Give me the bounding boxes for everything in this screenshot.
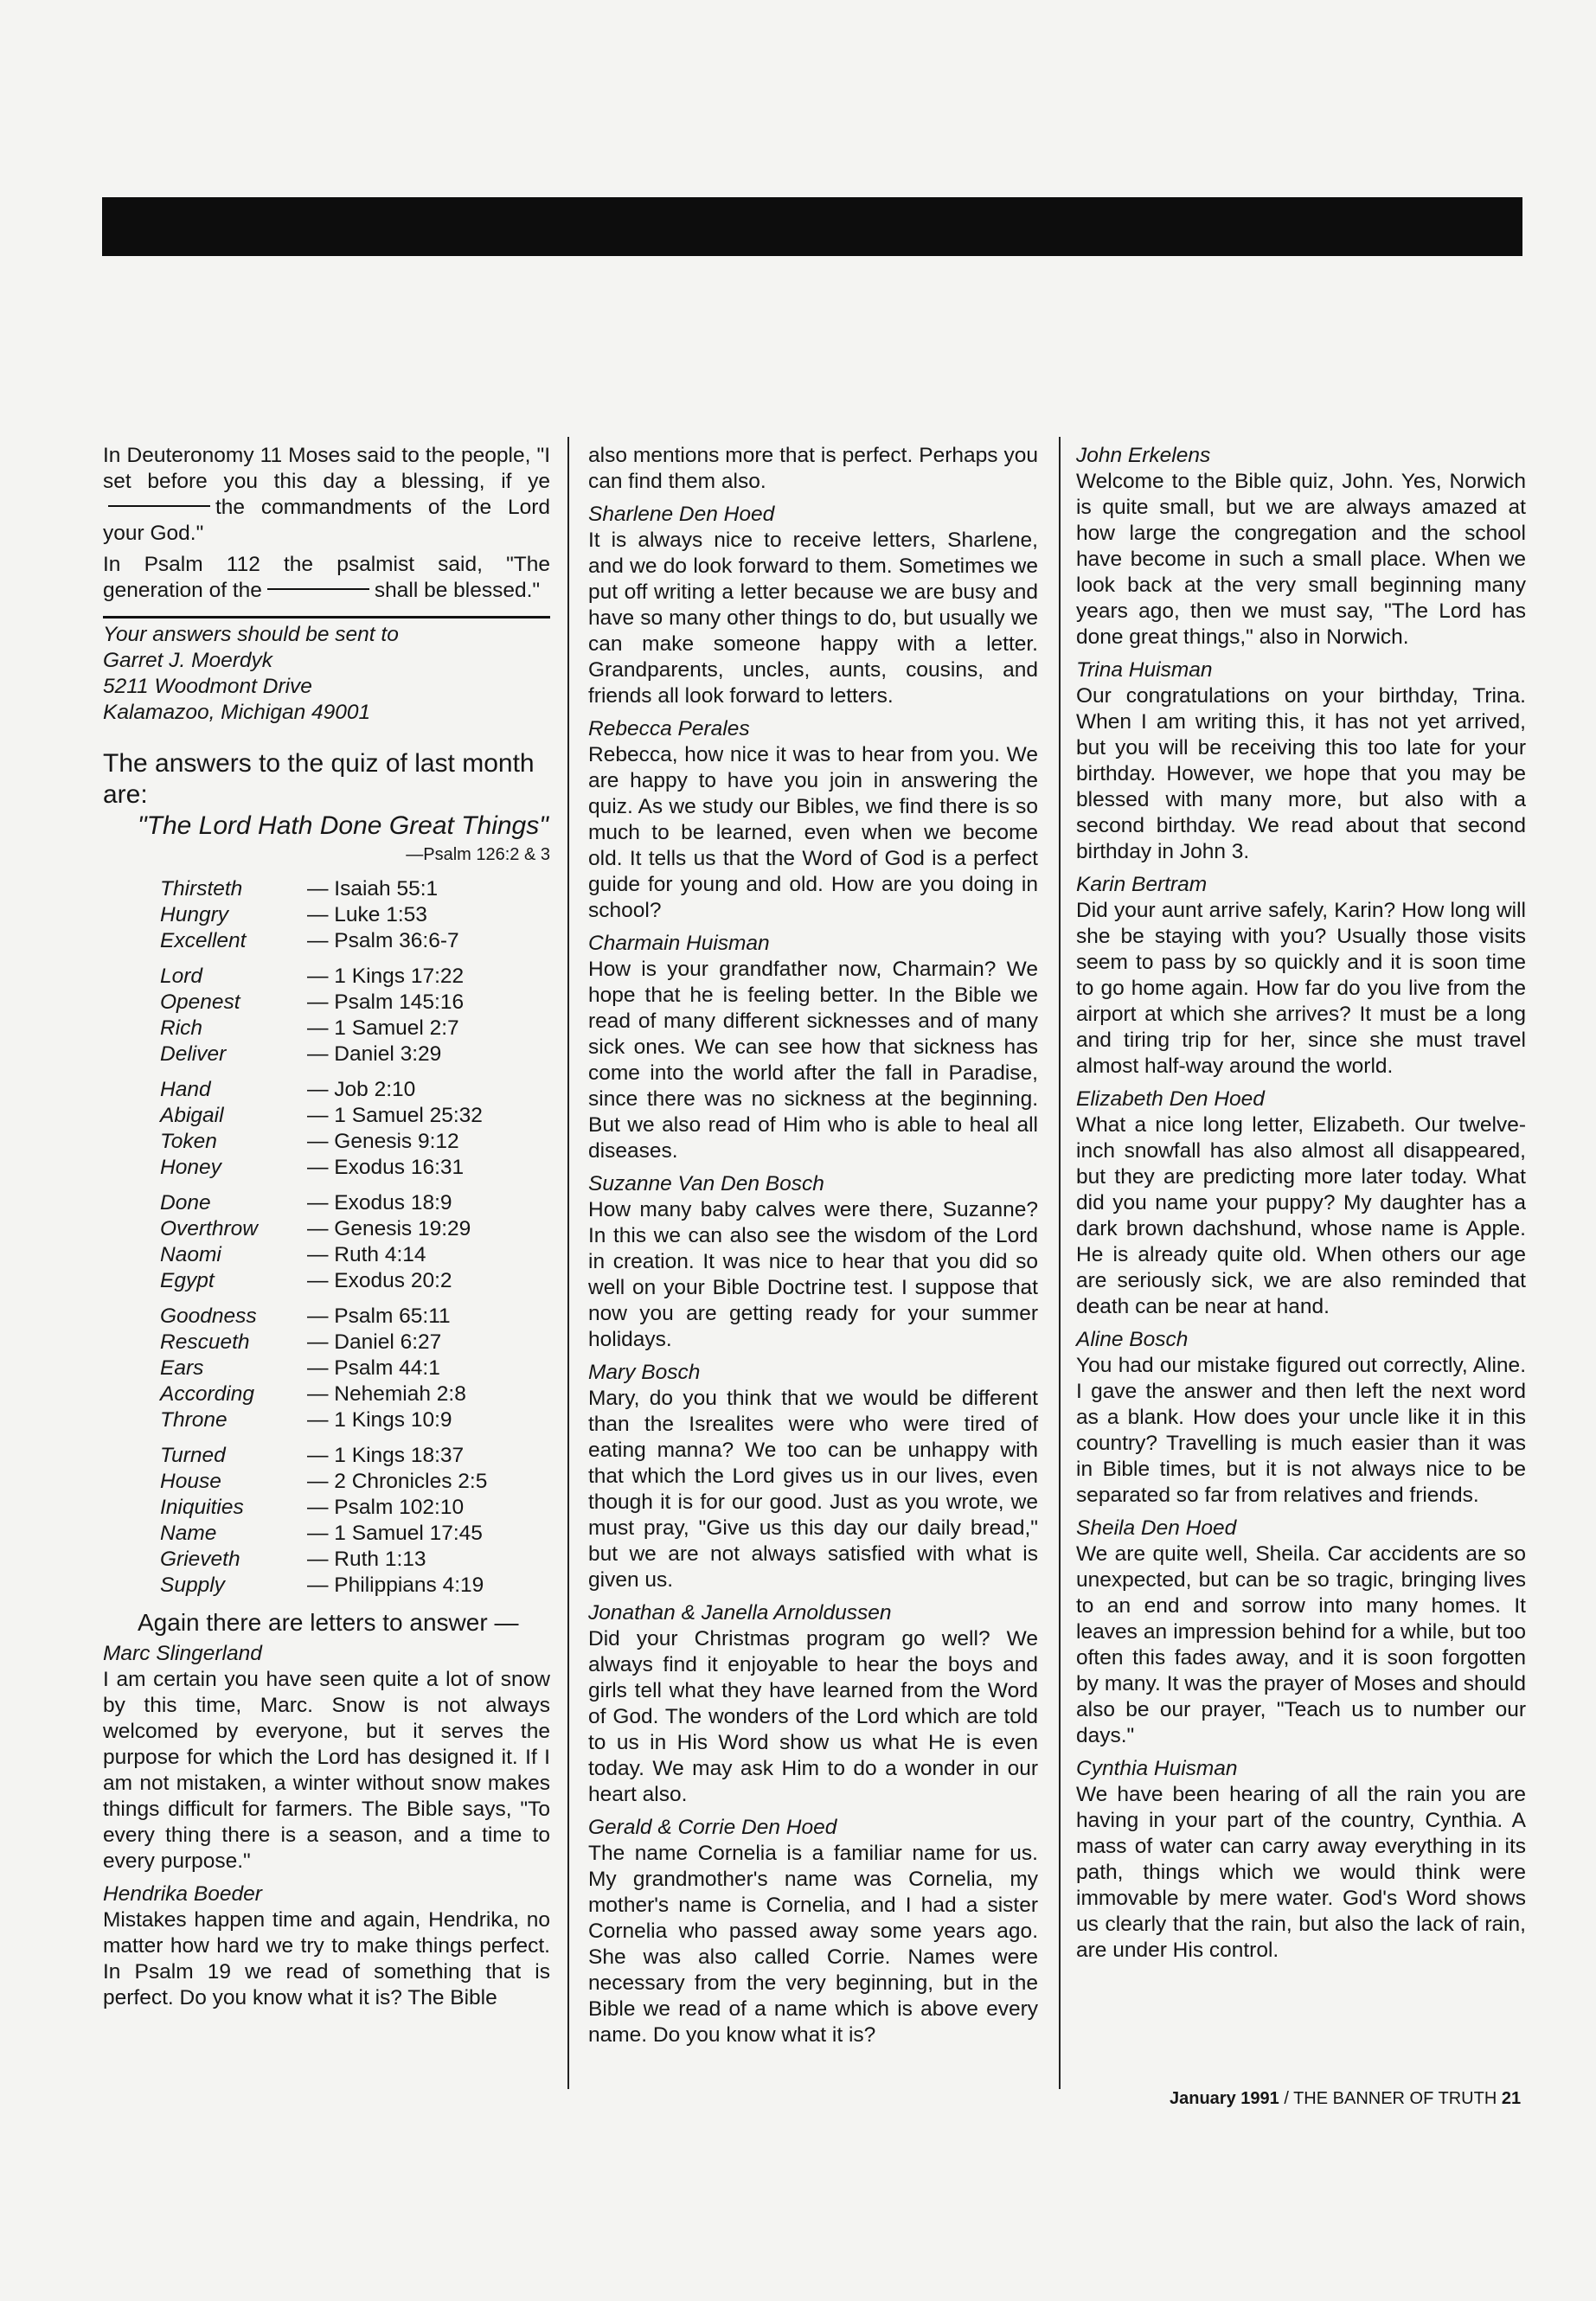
letter-reply-text: How is your grandfather now, Charmain? We hope that he is feeling better. In the Bible we read of many different sicknesses and of many sick ones. We can see how that sickness has come into the world after the fall in Paradise, since there was no sickness at the beginning. But we also read of Him who is able to heal all diseases. — [588, 958, 1038, 1163]
answer-word: Thirsteth — [160, 877, 243, 901]
header-black-bar — [102, 197, 1522, 256]
letter-reply — [1076, 443, 1526, 651]
answer-reference: — Exodus 18:9 — [307, 1191, 452, 1215]
letter-reply — [1076, 872, 1526, 1080]
answer-word: Overthrow — [160, 1217, 259, 1240]
column-1 — [103, 443, 550, 2018]
letter-reply-text: Our congratulations on your birthday, Trina. When I am writing this, it has not yet arrived, but you will be receiving this too late for your birthday. However, we hope that you may be blessed with many more, but also with a second birthday. We read about that second birthday in John 3. — [1076, 684, 1526, 863]
answer-reference: — Nehemiah 2:8 — [307, 1382, 466, 1406]
answer-row — [160, 928, 550, 954]
quiz-reference: —Psalm 126:2 & 3 — [406, 845, 550, 864]
answer-row — [160, 1443, 550, 1469]
answer-reference: — Psalm 65:11 — [307, 1304, 451, 1328]
letter-writer-name: Jonathan & Janella Arnoldussen — [588, 1601, 892, 1625]
answer-row — [160, 1495, 550, 1521]
letters-list — [1076, 443, 1526, 1964]
answer-word: Ears — [160, 1356, 204, 1380]
intro-paragraph-2: In Psalm 112 the psalmist said, "The generation of the shall be blessed." — [103, 553, 550, 602]
letter-writer-name: Gerald & Corrie Den Hoed — [588, 1816, 837, 1839]
answer-row — [160, 1573, 550, 1599]
answer-reference: — Philippians 4:19 — [307, 1574, 484, 1597]
answer-word: Openest — [160, 990, 240, 1014]
letter-writer-name: Sheila Den Hoed — [1076, 1516, 1237, 1540]
answer-word: Naomi — [160, 1243, 221, 1266]
letter-writer-name: Charmain Huisman — [588, 932, 770, 955]
answer-word: Deliver — [160, 1042, 227, 1066]
answer-reference: — 1 Samuel 25:32 — [307, 1104, 483, 1127]
letter-writer-name: Suzanne Van Den Bosch — [588, 1172, 824, 1195]
letter-reply — [588, 1360, 1038, 1593]
answer-row — [160, 1242, 550, 1268]
answer-reference: — 1 Kings 18:37 — [307, 1444, 465, 1467]
answer-word: Turned — [160, 1444, 226, 1467]
answer-row — [160, 1077, 550, 1103]
answer-reference: — 1 Samuel 17:45 — [307, 1522, 483, 1545]
answer-word: Rich — [160, 1016, 203, 1040]
answer-row — [160, 1469, 550, 1495]
answer-word: Goodness — [160, 1304, 257, 1328]
answer-row — [160, 1190, 550, 1216]
column-3 — [1076, 443, 1526, 1971]
letter-reply-text: We have been hearing of all the rain you are having in your part of the country, Cynthia. A mass of water can carry away everything in its path, things which we would think were immovable by mere water. God's Word shows us clearly that the rain, but also the lack of rain, are under His control. — [1076, 1783, 1526, 1962]
answer-row — [160, 1407, 550, 1433]
answer-reference: — Ruth 4:14 — [307, 1243, 426, 1266]
quiz-heading: The answers to the quiz of last month are: — [103, 749, 535, 809]
footer-date: January 1991 — [1170, 2089, 1279, 2108]
letter-writer-name: Cynthia Huisman — [1076, 1757, 1238, 1780]
letter-reply — [588, 931, 1038, 1164]
letter-reply — [1076, 1516, 1526, 1749]
letter-writer-name: Elizabeth Den Hoed — [1076, 1087, 1265, 1111]
letter-writer-name: Mary Bosch — [588, 1361, 701, 1384]
letter-reply-text: Mistakes happen time and again, Hendrika, no matter how hard we try to make things perfect. In Psalm 19 we read of something that is perfect. Do you know what it is? The Bible — [103, 1908, 550, 2009]
answer-word: Hand — [160, 1078, 211, 1101]
answer-word: Iniquities — [160, 1496, 244, 1519]
letters-heading: Again there are letters to answer — — [138, 1609, 519, 1636]
answer-reference: — 1 Kings 10:9 — [307, 1408, 452, 1432]
page-footer — [1170, 2087, 1521, 2110]
footer-page-number: 21 — [1501, 2089, 1522, 2108]
column-divider — [1059, 437, 1061, 2089]
answer-reference: — Daniel 3:29 — [307, 1042, 442, 1066]
answer-reference: — Genesis 9:12 — [307, 1130, 459, 1153]
letters-list — [103, 1641, 550, 2011]
answer-word: According — [160, 1382, 254, 1406]
answer-word: Egypt — [160, 1269, 215, 1292]
answer-reference: — 2 Chronicles 2:5 — [307, 1470, 488, 1493]
divider — [103, 616, 550, 619]
answer-row — [160, 1381, 550, 1407]
answer-row — [160, 1155, 550, 1181]
answer-row — [160, 1268, 550, 1294]
answer-group — [160, 876, 550, 954]
letters-list — [588, 502, 1038, 2048]
answer-group — [160, 1443, 550, 1599]
continued-text: also mentions more that is perfect. Perhaps you can find them also. — [588, 444, 1038, 493]
letter-reply — [588, 1600, 1038, 1808]
answer-reference: — Isaiah 55:1 — [307, 877, 439, 901]
letter-writer-name: Sharlene Den Hoed — [588, 503, 775, 526]
letter-reply-text: I am certain you have seen quite a lot of snow by this time, Marc. Snow is not always welcomed by everyone, but it serves the purpose for which the Lord has designed it. If I am not mistaken, a winter without snow makes things difficult for farmers. The Bible says, "To every thing there is a season, and a time to every purpose." — [103, 1668, 550, 1873]
answer-word: Honey — [160, 1156, 221, 1179]
letter-reply-text: Mary, do you think that we would be different than the Isrealites were who were tired of eating manna? We too can be unhappy with that which the Lord gives us in our lives, even though it is for our good. Just as you wrote, we must pray, "Give us this day our daily bread," but we are not always satisfied with what is given us. — [588, 1387, 1038, 1592]
answer-word: Name — [160, 1522, 217, 1545]
answer-word: Grieveth — [160, 1548, 240, 1571]
letter-reply-text: It is always nice to receive letters, Sharlene, and we do look forward to them. Sometimes we put off writing a letter because we are busy and have so many other things to do, but usually we can make someone happy with a letter. Grandparents, uncles, aunts, cousins, and friends all look forward to letters. — [588, 529, 1038, 708]
letter-writer-name: Hendrika Boeder — [103, 1882, 262, 1906]
letter-reply — [1076, 1327, 1526, 1509]
letter-reply-text: What a nice long letter, Elizabeth. Our twelve-inch snowfall has also almost all disappeared, but they are predicting more later today. What did you name your puppy? My daughter has a dark brown dachshund, whose name is Apple. He is already quite old. When others our age are seriously sick, we are also reminded that death can be near at hand. — [1076, 1113, 1526, 1318]
answer-word: Abigail — [160, 1104, 224, 1127]
column-divider — [567, 437, 569, 2089]
letter-reply — [588, 716, 1038, 924]
answer-blank — [108, 505, 210, 507]
answer-reference: — Ruth 1:13 — [307, 1548, 426, 1571]
answer-reference: — Exodus 16:31 — [307, 1156, 465, 1179]
answer-word: Supply — [160, 1574, 225, 1597]
answer-row — [160, 1103, 550, 1129]
answer-word: Token — [160, 1130, 217, 1153]
answer-row — [160, 1129, 550, 1155]
letter-reply-text: The name Cornelia is a familiar name for us. My grandmother's name was Cornelia, my mother's name is Cornelia, and I had a sister Cornelia who passed away some years ago. She was also called Corrie. Names were necessary from the very beginning, but in the Bible we read of a name which is above every name. Do you know what it is? — [588, 1842, 1038, 2047]
answer-row — [160, 990, 550, 1016]
answer-word: Throne — [160, 1408, 228, 1432]
intro-paragraph-1: In Deuteronomy 11 Moses said to the people, "I set before you this day a blessing, if yethe commandments of the Lord your God." — [103, 444, 550, 545]
answer-reference: — Psalm 36:6-7 — [307, 929, 459, 952]
quiz-answers — [160, 876, 550, 1599]
letter-writer-name: Karin Bertram — [1076, 873, 1208, 896]
letter-writer-name: Trina Huisman — [1076, 658, 1213, 682]
letter-reply-text: Welcome to the Bible quiz, John. Yes, Norwich is quite small, but we are always amazed at how large the congregation and the school have become in such a small place. When we look back at the very small beginning many years ago, then we must say, "The Lord has done great things," also in Norwich. — [1076, 470, 1526, 649]
answer-reference: — Psalm 44:1 — [307, 1356, 440, 1380]
answer-word: Rescueth — [160, 1330, 250, 1354]
answer-group — [160, 1190, 550, 1294]
letter-writer-name: Aline Bosch — [1076, 1328, 1189, 1351]
letter-reply-text: You had our mistake figured out correctly, Aline. I gave the answer and then left the next word as a blank. How does your uncle like it in this country? Travelling is much easier than it was in Bible times, but it is not always nice to be separated so far from relatives and friends. — [1076, 1354, 1526, 1507]
letter-reply-text: Rebecca, how nice it was to hear from you. We are happy to have you join in answering the quiz. As we study our Bibles, we find there is so much to be learned, even when we become old. It tells us that the Word of God is a perfect guide for young and old. How are you doing in school? — [588, 743, 1038, 922]
answer-row — [160, 902, 550, 928]
answer-row — [160, 1521, 550, 1547]
answer-group — [160, 964, 550, 1067]
letter-reply-text: Did your aunt arrive safely, Karin? How long will she be staying with you? Usually those visits seem to pass by so quickly and it is soon time to go home again. How far do you live from the airport at which she arrives? It must be a long and tiring trip for her, since she must travel almost half-way around the world. — [1076, 899, 1526, 1078]
answer-row — [160, 964, 550, 990]
answer-reference: — Psalm 145:16 — [307, 990, 465, 1014]
answer-reference: — Daniel 6:27 — [307, 1330, 442, 1354]
answer-row — [160, 1016, 550, 1042]
mailing-address: Your answers should be sent to Garret J. Moerdyk 5211 Woodmont Drive Kalamazoo, Michigan 49001 — [103, 623, 399, 724]
answer-word: House — [160, 1470, 221, 1493]
letter-reply-text: Did your Christmas program go well? We always find it enjoyable to hear the boys and girls tell what they have learned from the Word of God. The wonders of the Lord which are told to us in His Word show us what He is even today. We may ask Him to do a wonder in our heart also. — [588, 1627, 1038, 1806]
letter-reply — [103, 1881, 550, 2011]
answer-word: Done — [160, 1191, 211, 1215]
letter-reply — [1076, 1086, 1526, 1320]
answer-row — [160, 1547, 550, 1573]
letter-writer-name: Marc Slingerland — [103, 1642, 262, 1665]
answer-reference: — Psalm 102:10 — [307, 1496, 465, 1519]
letter-writer-name: John Erkelens — [1076, 444, 1211, 467]
letter-writer-name: Rebecca Perales — [588, 717, 750, 740]
answer-row — [160, 1330, 550, 1356]
answer-reference: — Exodus 20:2 — [307, 1269, 452, 1292]
letter-reply — [1076, 1756, 1526, 1964]
letter-reply — [588, 1815, 1038, 2048]
footer-publication: / THE BANNER OF TRUTH — [1284, 2089, 1497, 2108]
answer-group — [160, 1304, 550, 1433]
answer-row — [160, 1356, 550, 1381]
answer-row — [160, 1216, 550, 1242]
answer-reference: — Genesis 19:29 — [307, 1217, 471, 1240]
letter-reply-text: How many baby calves were there, Suzanne? In this we can also see the wisdom of the Lord in creation. It was nice to hear that you did so well on your Bible Doctrine test. I suppose that now you are getting ready for your summer holidays. — [588, 1198, 1038, 1351]
answer-word: Lord — [160, 965, 203, 988]
answer-row — [160, 1042, 550, 1067]
answer-word: Hungry — [160, 903, 228, 926]
answer-blank — [267, 588, 369, 590]
letter-reply-text: We are quite well, Sheila. Car accidents are so unexpected, but can be so tragic, bringing lives to an end and sorrow into many homes. It leaves an impression behind for a while, but too often this fades away, and it is soon forgotten by many. It was the prayer of Moses and should also be our prayer, "Teach us to number our days." — [1076, 1542, 1526, 1747]
answer-reference: — Job 2:10 — [307, 1078, 416, 1101]
answer-row — [160, 876, 550, 902]
answer-reference: — 1 Kings 17:22 — [307, 965, 465, 988]
answer-reference: — 1 Samuel 2:7 — [307, 1016, 459, 1040]
answer-row — [160, 1304, 550, 1330]
answer-reference: — Luke 1:53 — [307, 903, 427, 926]
letter-reply — [588, 1171, 1038, 1353]
answer-word: Excellent — [160, 929, 247, 952]
letter-reply — [588, 502, 1038, 709]
answer-group — [160, 1077, 550, 1181]
quiz-title: "The Lord Hath Done Great Things" — [138, 811, 548, 840]
letter-reply — [103, 1641, 550, 1875]
column-2 — [588, 443, 1038, 2055]
letter-reply — [1076, 657, 1526, 865]
